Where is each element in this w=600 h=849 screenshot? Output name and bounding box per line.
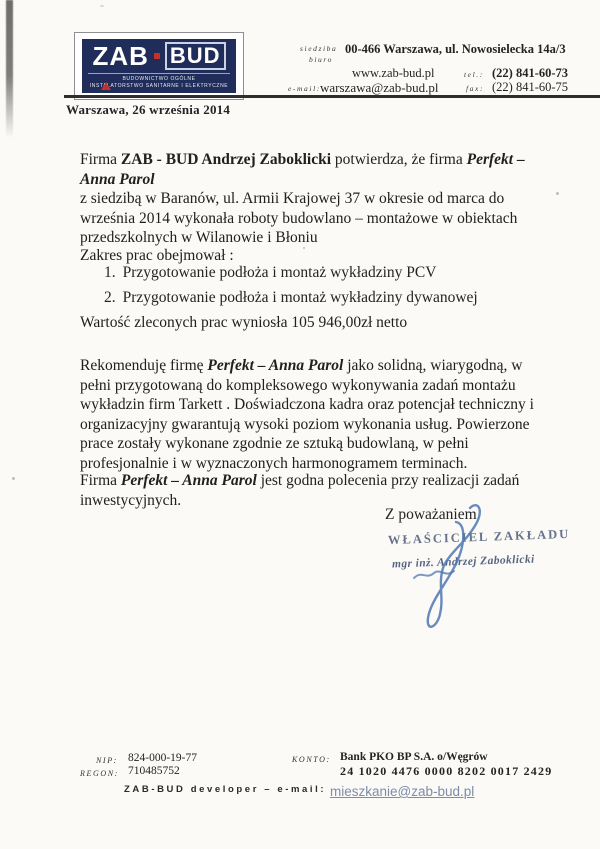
perfekt-name: Perfekt – Anna Parol bbox=[80, 151, 525, 188]
scan-speck bbox=[100, 5, 104, 7]
list-number: 1. bbox=[104, 264, 116, 281]
closing-text: Firma bbox=[80, 472, 121, 489]
nip-label: NIP: bbox=[96, 756, 118, 765]
perfekt-name: Perfekt – Anna Parol bbox=[207, 357, 344, 374]
developer-email-link: mieszkanie@zab-bud.pl bbox=[330, 784, 475, 799]
scan-speck bbox=[556, 192, 559, 195]
regon-value: 710485752 bbox=[128, 765, 180, 777]
company-logo bbox=[74, 32, 244, 100]
logo-background bbox=[82, 39, 236, 93]
stamp-owner-name: mgr inż. Andrzej Zaboklicki bbox=[391, 553, 535, 571]
paragraph-recommendation bbox=[80, 356, 545, 473]
recommendation-text: jako solidną, wiarygodną, w pełni przygotowaną do kompleksowego wykonywania zadań montażu wykładzin firm Tarkett . Doświadczona kadra oraz potencjał techniczny i organizacyjny gwarantują wysoki poziom wykonania usług. Powierzone prace zostały wykonane zgodnie ze sztuką budowlaną, w pełni profesjonalnie i w wyznaczonych harmonogramem terminach. bbox=[80, 357, 534, 472]
stamp-owner-title: WŁAŚCICIEL ZAKŁADU bbox=[387, 526, 571, 548]
scan-edge-artifact bbox=[6, 0, 13, 138]
scan-speck bbox=[12, 477, 15, 480]
list-number: 2. bbox=[104, 289, 116, 306]
konto-label: KONTO: bbox=[292, 755, 331, 764]
red-triangle-icon bbox=[101, 82, 111, 90]
biuro-label: biuro bbox=[309, 55, 333, 64]
date-line: Warszawa, 26 września 2014 bbox=[66, 102, 231, 117]
valediction: Z poważaniem bbox=[385, 506, 477, 523]
fax-label: fax: bbox=[466, 84, 485, 93]
tel-number: (22) 841-60-73 bbox=[492, 66, 569, 80]
red-dot-icon bbox=[154, 53, 160, 59]
list-item bbox=[104, 289, 478, 307]
closing-text: jest godna polecenia przy realizacji zadań inwestycyjnych. bbox=[80, 472, 520, 509]
list-item bbox=[104, 264, 436, 282]
logo-text-zab: ZAB bbox=[92, 41, 149, 71]
scope-title: Zakres prac obejmował : bbox=[80, 247, 234, 264]
value-line: Wartość zleconych prac wyniosła 105 946,00zł netto bbox=[80, 314, 408, 331]
account-number: 24 1020 4476 0000 8202 0017 2429 bbox=[340, 764, 553, 778]
company-email: warszawa@zab-bud.pl bbox=[320, 80, 439, 95]
logo-subtitle-line1: BUDOWNICTWO OGÓLNE bbox=[122, 76, 196, 82]
siedziba-label: siedziba bbox=[300, 44, 338, 53]
intro-text: potwierdza, że firma bbox=[331, 151, 467, 168]
bank-name: Bank PKO BP S.A. o/Węgrów bbox=[340, 751, 488, 763]
regon-label: REGON: bbox=[80, 769, 119, 778]
email-label: e-mail: bbox=[288, 84, 321, 93]
handwritten-signature bbox=[398, 498, 528, 643]
tel-label: tel.: bbox=[464, 70, 484, 79]
company-name-bold: ZAB - BUD Andrzej Zaboklicki bbox=[120, 151, 332, 168]
logo-text-bud: BUD bbox=[165, 42, 226, 70]
list-text: Przygotowanie podłoża i montaż wykładziny dywanowej bbox=[122, 289, 478, 306]
logo-subtitle-line2: INSTALATORSTWO SANITARNE I ELEKTRYCZNE bbox=[89, 83, 229, 89]
paragraph-intro bbox=[80, 150, 542, 248]
recommendation-text: Rekomenduję firmę bbox=[80, 357, 208, 374]
intro-continuation: z siedzibą w Baranów, ul. Armii Krajowej 37 w okresie od marca do września 2014 wykonała roboty budowlano – montażowe w obiektach przedszkolnych w Wilanowie i Błoniu bbox=[80, 190, 518, 246]
perfekt-name: Perfekt – Anna Parol bbox=[120, 472, 257, 489]
list-text: Przygotowanie podłoża i montaż wykładziny PCV bbox=[122, 264, 437, 281]
developer-line: ZAB-BUD developer – e-mail: bbox=[124, 784, 327, 795]
header-divider bbox=[64, 95, 600, 98]
fax-number: (22) 841-60-75 bbox=[492, 80, 569, 94]
logo-wordmark bbox=[82, 41, 236, 71]
company-website: www.zab-bud.pl bbox=[352, 66, 435, 80]
company-address: 00-466 Warszawa, ul. Nowosielecka 14a/3 bbox=[345, 42, 566, 56]
nip-value: 824-000-19-77 bbox=[128, 752, 197, 764]
intro-text: Firma bbox=[80, 151, 121, 168]
